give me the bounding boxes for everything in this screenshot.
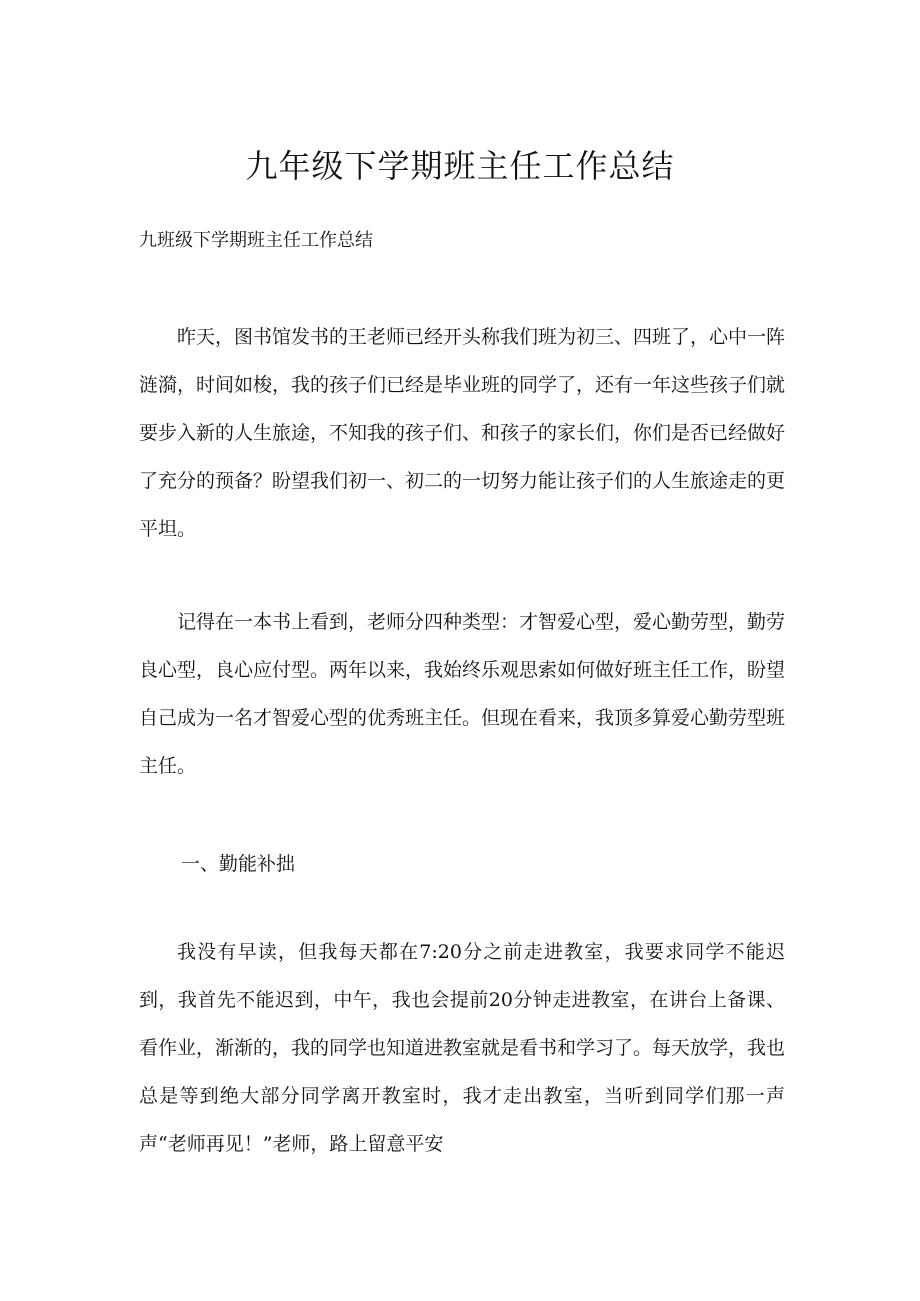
paragraph-1: 昨天，图书馆发书的王老师已经开头称我们班为初三、四班了，心中一阵涟漪，时间如梭，我的孩子们已经是毕业班的同学了，还有一年这些孩子们就要步入新的人生旅途，不知我的孩子们、和孩子的家长们，你们是否已经做好了充分的预备？盼望我们初一、初二的一切努力能让孩子们的人生旅途走的更平坦。 (139, 326, 786, 540)
section-heading: 一、勤能补拙 (181, 853, 296, 875)
document-subtitle: 九班级下学期班主任工作总结 (139, 230, 373, 251)
section-paragraph: 我没有早读，但我每天都在7:20分之前走进教室，我要求同学不能迟到，我首先不能迟到，中午，我也会提前20分钟走进教室，在讲台上备课、看作业，渐渐的，我的同学也知道进教室就是看书和学习了。每天放学，我也总是等到绝大部分同学离开教室时，我才走出教室，当听到同学们那一声声“老师再见！”老师，路上留意平安 (139, 941, 786, 1155)
paragraph-2: 记得在一本书上看到，老师分四种类型：才智爱心型，爱心勤劳型，勤劳良心型，良心应付型。两年以来，我始终乐观思索如何做好班主任工作，盼望自己成为一名才智爱心型的优秀班主任。但现在看来，我顶多算爱心勤劳型班主任。 (139, 611, 786, 777)
document-title: 九年级下学期班主任工作总结 (245, 147, 675, 185)
